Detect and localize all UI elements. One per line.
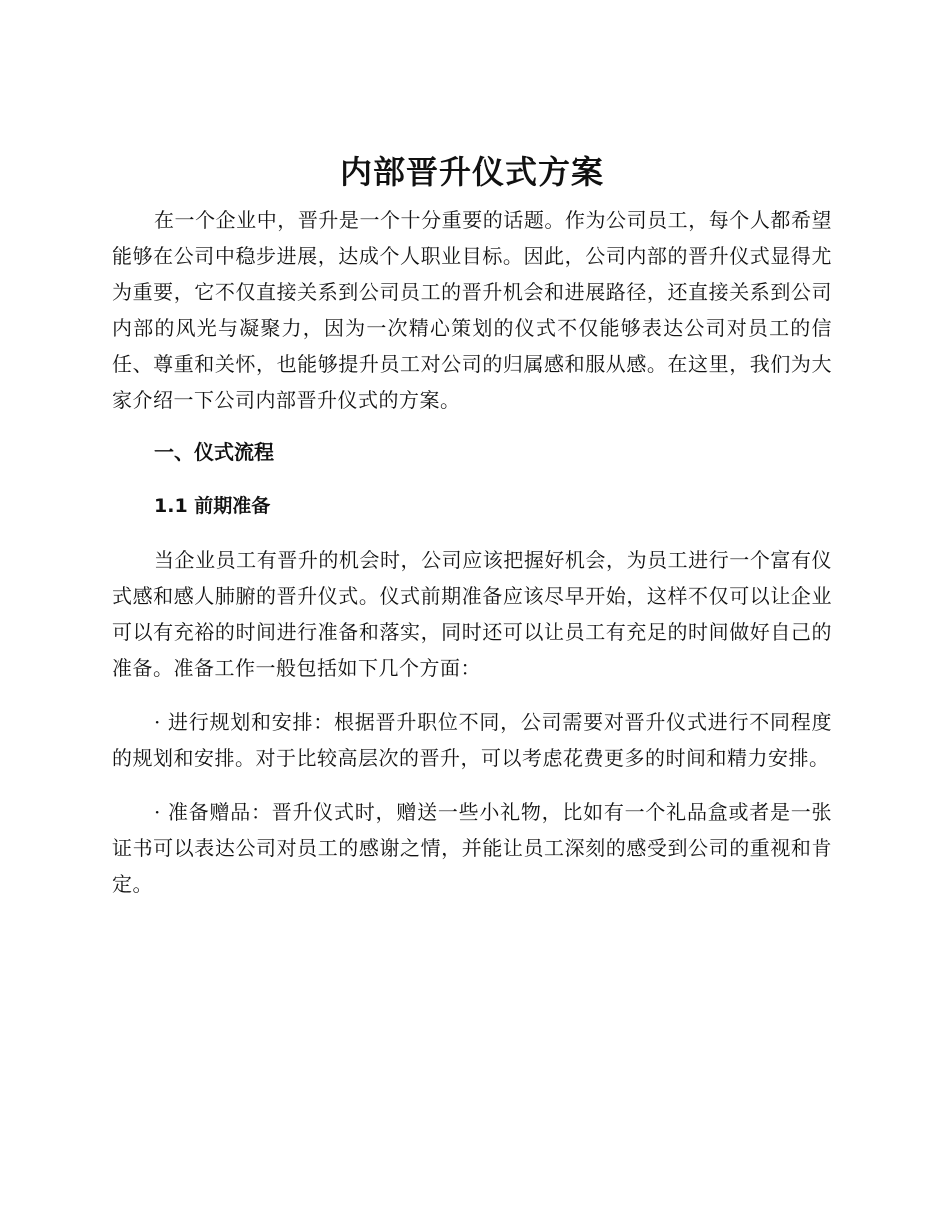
section-heading-ceremony-process: 一、仪式流程 xyxy=(154,440,274,464)
subsection-heading-preparation: 1.1 前期准备 xyxy=(154,495,271,517)
bullet-item-gifts: · 准备赠品：晋升仪式时，赠送一些小礼物，比如有一个礼品盒或者是一张证书可以表达公司对员工的感谢之情，并能让员工深刻的感受到公司的重视和肯定。 xyxy=(112,800,832,896)
preparation-paragraph: 当企业员工有晋升的机会时，公司应该把握好机会，为员工进行一个富有仪式感和感人肺腑的晋升仪式。仪式前期准备应该尽早开始，这样不仅可以让企业可以有充裕的时间进行准备和落实，同时还可以让员工有充足的时间做好自己的准备。准备工作一般包括如下几个方面： xyxy=(112,548,832,680)
document-title: 内部晋升仪式方案 xyxy=(339,153,604,191)
bullet-item-planning: · 进行规划和安排：根据晋升职位不同，公司需要对晋升仪式进行不同程度的规划和安排。对于比较高层次的晋升，可以考虑花费更多的时间和精力安排。 xyxy=(112,710,832,770)
intro-paragraph: 在一个企业中，晋升是一个十分重要的话题。作为公司员工，每个人都希望能够在公司中稳步进展，达成个人职业目标。因此，公司内部的晋升仪式显得尤为重要，它不仅直接关系到公司员工的晋升机会和进展路径，还直接关系到公司内部的风光与凝聚力，因为一次精心策划的仪式不仅能够表达公司对员工的信任、尊重和关怀，也能够提升员工对公司的归属感和服从感。在这里，我们为大家介绍一下公司内部晋升仪式的方案。 xyxy=(112,208,832,412)
document-page xyxy=(112,150,832,902)
